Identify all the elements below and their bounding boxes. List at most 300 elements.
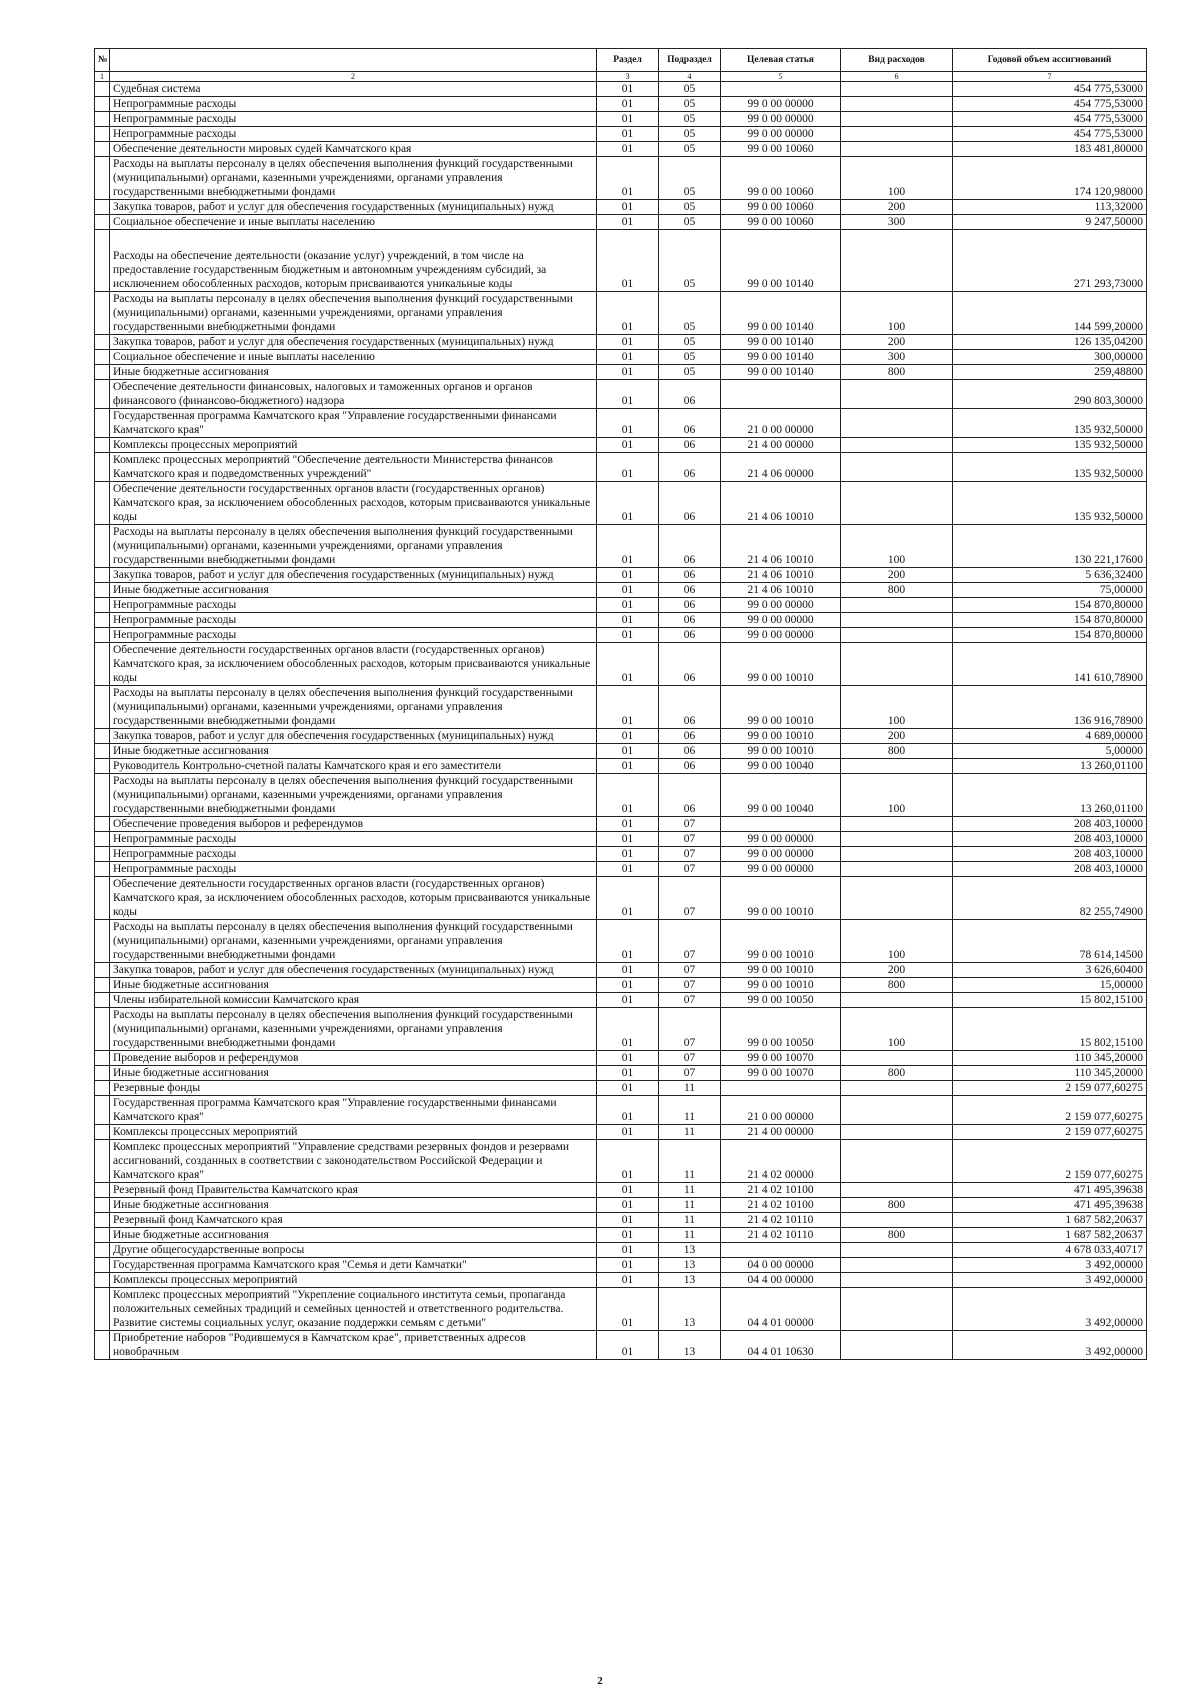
row-number-cell [95, 643, 110, 686]
row-target-cell: 99 0 00 10010 [721, 920, 841, 963]
row-vid-cell [841, 1051, 953, 1066]
row-number-cell [95, 1213, 110, 1228]
table-row [95, 1213, 1147, 1228]
row-razdel-cell: 01 [597, 628, 659, 643]
row-target-cell: 99 0 00 10050 [721, 1008, 841, 1051]
row-number-cell [95, 1066, 110, 1081]
row-number-cell [95, 583, 110, 598]
row-name-cell: Комплексы процессных мероприятий [110, 438, 597, 453]
row-sum-cell: 454 775,53000 [953, 112, 1147, 127]
column-index-row [95, 72, 1147, 82]
table-row [95, 847, 1147, 862]
row-number-cell [95, 862, 110, 877]
row-number-cell [95, 686, 110, 729]
row-sum-cell: 3 626,60400 [953, 963, 1147, 978]
row-razdel-cell: 01 [597, 744, 659, 759]
row-target-cell: 99 0 00 10010 [721, 978, 841, 993]
row-target-cell: 99 0 00 10010 [721, 686, 841, 729]
row-number-cell [95, 1183, 110, 1198]
table-row [95, 1081, 1147, 1096]
row-sum-cell: 135 932,50000 [953, 453, 1147, 482]
table-row [95, 963, 1147, 978]
row-sum-cell: 9 247,50000 [953, 215, 1147, 230]
row-target-cell: 99 0 00 10010 [721, 744, 841, 759]
row-vid-cell [841, 409, 953, 438]
row-target-cell: 99 0 00 00000 [721, 127, 841, 142]
row-sum-cell: 454 775,53000 [953, 97, 1147, 112]
table-row [95, 142, 1147, 157]
row-target-cell [721, 380, 841, 409]
row-number-cell [95, 409, 110, 438]
index-cell: 4 [659, 72, 721, 82]
table-row [95, 482, 1147, 525]
row-name-cell: Иные бюджетные ассигнования [110, 583, 597, 598]
row-razdel-cell: 01 [597, 1273, 659, 1288]
row-sum-cell: 174 120,98000 [953, 157, 1147, 200]
table-row [95, 920, 1147, 963]
row-name-cell: Расходы на выплаты персоналу в целях обеспечения выполнения функций государственными (муниципальными) органами, казенными учреждениями, органами управления государственными внебюджетными фондами [110, 686, 597, 729]
row-podrazdel-cell: 06 [659, 643, 721, 686]
row-number-cell [95, 877, 110, 920]
row-name-cell: Члены избирательной комиссии Камчатского края [110, 993, 597, 1008]
table-row [95, 1288, 1147, 1331]
header-sum: Годовой объем ассигнований [953, 49, 1147, 72]
row-number-cell [95, 112, 110, 127]
row-razdel-cell: 01 [597, 365, 659, 380]
row-vid-cell: 300 [841, 350, 953, 365]
row-target-cell: 21 4 06 00000 [721, 453, 841, 482]
row-razdel-cell: 01 [597, 978, 659, 993]
row-name-cell: Закупка товаров, работ и услуг для обеспечения государственных (муниципальных) нужд [110, 963, 597, 978]
row-vid-cell [841, 380, 953, 409]
row-razdel-cell: 01 [597, 453, 659, 482]
table-row [95, 380, 1147, 409]
table-row [95, 1273, 1147, 1288]
row-vid-cell: 100 [841, 525, 953, 568]
row-razdel-cell: 01 [597, 82, 659, 97]
row-podrazdel-cell: 11 [659, 1081, 721, 1096]
row-name-cell: Закупка товаров, работ и услуг для обеспечения государственных (муниципальных) нужд [110, 729, 597, 744]
row-number-cell [95, 482, 110, 525]
row-vid-cell [841, 847, 953, 862]
row-podrazdel-cell: 05 [659, 97, 721, 112]
table-row [95, 1125, 1147, 1140]
row-podrazdel-cell: 07 [659, 832, 721, 847]
row-podrazdel-cell: 11 [659, 1140, 721, 1183]
row-podrazdel-cell: 13 [659, 1288, 721, 1331]
row-sum-cell: 208 403,10000 [953, 817, 1147, 832]
table-row [95, 862, 1147, 877]
row-name-cell: Иные бюджетные ассигнования [110, 1198, 597, 1213]
row-podrazdel-cell: 06 [659, 628, 721, 643]
row-target-cell: 21 4 06 10010 [721, 482, 841, 525]
row-sum-cell: 1 687 582,20637 [953, 1228, 1147, 1243]
row-vid-cell: 800 [841, 1198, 953, 1213]
row-podrazdel-cell: 11 [659, 1213, 721, 1228]
row-sum-cell: 3 492,00000 [953, 1273, 1147, 1288]
index-cell: 6 [841, 72, 953, 82]
row-vid-cell: 800 [841, 1066, 953, 1081]
row-name-cell: Непрограммные расходы [110, 613, 597, 628]
row-podrazdel-cell: 13 [659, 1331, 721, 1360]
row-number-cell [95, 744, 110, 759]
row-vid-cell [841, 97, 953, 112]
header-podrazdel: Подраздел [659, 49, 721, 72]
table-row [95, 1183, 1147, 1198]
row-razdel-cell: 01 [597, 127, 659, 142]
row-number-cell [95, 292, 110, 335]
row-razdel-cell: 01 [597, 613, 659, 628]
row-podrazdel-cell: 05 [659, 127, 721, 142]
table-row [95, 1096, 1147, 1125]
table-row [95, 1066, 1147, 1081]
row-vid-cell: 800 [841, 365, 953, 380]
row-vid-cell: 100 [841, 920, 953, 963]
row-razdel-cell: 01 [597, 1258, 659, 1273]
row-vid-cell: 200 [841, 729, 953, 744]
row-sum-cell: 130 221,17600 [953, 525, 1147, 568]
row-razdel-cell: 01 [597, 97, 659, 112]
row-razdel-cell: 01 [597, 215, 659, 230]
row-target-cell [721, 82, 841, 97]
row-number-cell [95, 993, 110, 1008]
row-name-cell: Непрограммные расходы [110, 628, 597, 643]
row-podrazdel-cell: 11 [659, 1198, 721, 1213]
row-sum-cell: 2 159 077,60275 [953, 1081, 1147, 1096]
row-target-cell: 99 0 00 10140 [721, 230, 841, 292]
row-name-cell: Иные бюджетные ассигнования [110, 1066, 597, 1081]
row-name-cell: Закупка товаров, работ и услуг для обеспечения государственных (муниципальных) нужд [110, 335, 597, 350]
row-podrazdel-cell: 05 [659, 157, 721, 200]
row-razdel-cell: 01 [597, 1140, 659, 1183]
row-sum-cell: 136 916,78900 [953, 686, 1147, 729]
row-number-cell [95, 230, 110, 292]
row-razdel-cell: 01 [597, 335, 659, 350]
row-razdel-cell: 01 [597, 993, 659, 1008]
row-razdel-cell: 01 [597, 686, 659, 729]
table-row [95, 127, 1147, 142]
row-podrazdel-cell: 05 [659, 82, 721, 97]
header-name [110, 49, 597, 72]
row-target-cell: 04 4 01 00000 [721, 1288, 841, 1331]
row-name-cell: Обеспечение деятельности мировых судей Камчатского края [110, 142, 597, 157]
row-podrazdel-cell: 11 [659, 1183, 721, 1198]
row-target-cell: 21 4 02 10110 [721, 1213, 841, 1228]
row-name-cell: Расходы на выплаты персоналу в целях обеспечения выполнения функций государственными (муниципальными) органами, казенными учреждениями, органами управления государственными внебюджетными фондами [110, 292, 597, 335]
row-sum-cell: 259,48800 [953, 365, 1147, 380]
row-target-cell [721, 1243, 841, 1258]
row-name-cell: Расходы на выплаты персоналу в целях обеспечения выполнения функций государственными (муниципальными) органами, казенными учреждениями, органами управления государственными внебюджетными фондами [110, 774, 597, 817]
index-cell: 1 [95, 72, 110, 82]
row-vid-cell [841, 453, 953, 482]
row-name-cell: Непрограммные расходы [110, 862, 597, 877]
row-number-cell [95, 920, 110, 963]
table-row [95, 759, 1147, 774]
row-number-cell [95, 525, 110, 568]
row-sum-cell: 135 932,50000 [953, 482, 1147, 525]
row-target-cell: 99 0 00 00000 [721, 847, 841, 862]
row-podrazdel-cell: 07 [659, 1051, 721, 1066]
row-podrazdel-cell: 05 [659, 200, 721, 215]
row-target-cell: 99 0 00 10140 [721, 365, 841, 380]
table-row [95, 774, 1147, 817]
row-razdel-cell: 01 [597, 525, 659, 568]
row-number-cell [95, 774, 110, 817]
row-sum-cell: 13 260,01100 [953, 759, 1147, 774]
row-sum-cell: 454 775,53000 [953, 127, 1147, 142]
row-vid-cell: 100 [841, 157, 953, 200]
table-row [95, 1140, 1147, 1183]
row-razdel-cell: 01 [597, 1228, 659, 1243]
row-sum-cell: 1 687 582,20637 [953, 1213, 1147, 1228]
row-razdel-cell: 01 [597, 142, 659, 157]
row-target-cell: 21 4 02 10100 [721, 1183, 841, 1198]
row-number-cell [95, 365, 110, 380]
row-name-cell: Резервные фонды [110, 1081, 597, 1096]
row-podrazdel-cell: 13 [659, 1258, 721, 1273]
budget-table [94, 48, 1147, 1360]
row-name-cell: Непрограммные расходы [110, 832, 597, 847]
row-sum-cell: 154 870,80000 [953, 613, 1147, 628]
row-sum-cell: 154 870,80000 [953, 628, 1147, 643]
row-sum-cell: 471 495,39638 [953, 1183, 1147, 1198]
row-sum-cell: 2 159 077,60275 [953, 1140, 1147, 1183]
row-number-cell [95, 142, 110, 157]
row-podrazdel-cell: 13 [659, 1273, 721, 1288]
row-target-cell: 21 0 00 00000 [721, 409, 841, 438]
header-num: № [95, 49, 110, 72]
row-razdel-cell: 01 [597, 598, 659, 613]
row-target-cell: 99 0 00 10010 [721, 963, 841, 978]
table-row [95, 350, 1147, 365]
header-vid: Вид расходов [841, 49, 953, 72]
row-name-cell: Обеспечение деятельности государственных органов власти (государственных органов) Камчатского края, за исключением обособленных расходов, которым присваиваются уникальные коды [110, 482, 597, 525]
row-name-cell: Комплекс процессных мероприятий "Управление средствами резервных фондов и резервами ассигнований, созданных в соответствии с законодательством Российской Федерации и Камчатского края" [110, 1140, 597, 1183]
row-vid-cell: 100 [841, 686, 953, 729]
row-vid-cell [841, 230, 953, 292]
row-name-cell: Социальное обеспечение и иные выплаты населению [110, 215, 597, 230]
row-razdel-cell: 01 [597, 862, 659, 877]
row-vid-cell [841, 82, 953, 97]
row-number-cell [95, 978, 110, 993]
table-row [95, 409, 1147, 438]
row-sum-cell: 110 345,20000 [953, 1051, 1147, 1066]
row-number-cell [95, 598, 110, 613]
row-vid-cell [841, 993, 953, 1008]
table-row [95, 877, 1147, 920]
row-number-cell [95, 568, 110, 583]
row-sum-cell: 5,00000 [953, 744, 1147, 759]
row-podrazdel-cell: 07 [659, 877, 721, 920]
row-podrazdel-cell: 06 [659, 409, 721, 438]
table-row [95, 686, 1147, 729]
row-name-cell: Резервный фонд Правительства Камчатского края [110, 1183, 597, 1198]
row-podrazdel-cell: 07 [659, 993, 721, 1008]
table-row [95, 1331, 1147, 1360]
row-target-cell: 21 4 00 00000 [721, 1125, 841, 1140]
row-number-cell [95, 1125, 110, 1140]
row-vid-cell [841, 613, 953, 628]
row-target-cell [721, 1081, 841, 1096]
row-podrazdel-cell: 06 [659, 744, 721, 759]
row-razdel-cell: 01 [597, 877, 659, 920]
row-name-cell: Приобретение наборов "Родившемуся в Камчатском крае", приветственных адресов новобрачным [110, 1331, 597, 1360]
row-vid-cell [841, 817, 953, 832]
row-name-cell: Закупка товаров, работ и услуг для обеспечения государственных (муниципальных) нужд [110, 568, 597, 583]
row-number-cell [95, 1228, 110, 1243]
row-podrazdel-cell: 07 [659, 978, 721, 993]
row-razdel-cell: 01 [597, 350, 659, 365]
table-row [95, 365, 1147, 380]
row-number-cell [95, 1273, 110, 1288]
table-row [95, 525, 1147, 568]
row-razdel-cell: 01 [597, 1331, 659, 1360]
table-row [95, 1258, 1147, 1273]
row-target-cell: 21 4 02 10110 [721, 1228, 841, 1243]
table-row [95, 643, 1147, 686]
row-sum-cell: 300,00000 [953, 350, 1147, 365]
row-vid-cell [841, 112, 953, 127]
row-target-cell: 99 0 00 10060 [721, 215, 841, 230]
row-razdel-cell: 01 [597, 1243, 659, 1258]
table-row [95, 583, 1147, 598]
row-vid-cell [841, 1258, 953, 1273]
row-name-cell: Обеспечение деятельности финансовых, налоговых и таможенных органов и органов финансового (финансово-бюджетного) надзора [110, 380, 597, 409]
row-name-cell: Комплекс процессных мероприятий "Обеспечение деятельности Министерства финансов Камчатского края и подведомственных учреждений" [110, 453, 597, 482]
row-name-cell: Руководитель Контрольно-счетной палаты Камчатского края и его заместители [110, 759, 597, 774]
row-vid-cell [841, 877, 953, 920]
row-vid-cell [841, 1140, 953, 1183]
row-razdel-cell: 01 [597, 1183, 659, 1198]
row-podrazdel-cell: 06 [659, 482, 721, 525]
row-target-cell: 99 0 00 00000 [721, 832, 841, 847]
row-razdel-cell: 01 [597, 963, 659, 978]
row-target-cell: 99 0 00 10050 [721, 993, 841, 1008]
row-podrazdel-cell: 06 [659, 453, 721, 482]
row-sum-cell: 454 775,53000 [953, 82, 1147, 97]
row-podrazdel-cell: 05 [659, 230, 721, 292]
row-sum-cell: 110 345,20000 [953, 1066, 1147, 1081]
row-razdel-cell: 01 [597, 643, 659, 686]
row-podrazdel-cell: 07 [659, 847, 721, 862]
row-name-cell: Социальное обеспечение и иные выплаты населению [110, 350, 597, 365]
row-razdel-cell: 01 [597, 409, 659, 438]
row-podrazdel-cell: 11 [659, 1125, 721, 1140]
row-sum-cell: 135 932,50000 [953, 409, 1147, 438]
row-razdel-cell: 01 [597, 920, 659, 963]
page-number: 2 [597, 1675, 603, 1687]
row-vid-cell: 100 [841, 292, 953, 335]
table-row [95, 230, 1147, 292]
row-target-cell: 21 4 06 10010 [721, 568, 841, 583]
row-vid-cell: 300 [841, 215, 953, 230]
row-number-cell [95, 350, 110, 365]
row-podrazdel-cell: 05 [659, 335, 721, 350]
row-name-cell: Непрограммные расходы [110, 97, 597, 112]
row-name-cell: Расходы на выплаты персоналу в целях обеспечения выполнения функций государственными (муниципальными) органами, казенными учреждениями, органами управления государственными внебюджетными фондами [110, 920, 597, 963]
row-razdel-cell: 01 [597, 292, 659, 335]
row-sum-cell: 2 159 077,60275 [953, 1125, 1147, 1140]
row-podrazdel-cell: 07 [659, 862, 721, 877]
table-row [95, 200, 1147, 215]
row-sum-cell: 208 403,10000 [953, 847, 1147, 862]
row-number-cell [95, 1331, 110, 1360]
row-target-cell: 99 0 00 10010 [721, 877, 841, 920]
row-target-cell: 99 0 00 00000 [721, 112, 841, 127]
row-razdel-cell: 01 [597, 568, 659, 583]
row-razdel-cell: 01 [597, 200, 659, 215]
row-razdel-cell: 01 [597, 1096, 659, 1125]
row-number-cell [95, 1008, 110, 1051]
table-body [95, 82, 1147, 1360]
row-number-cell [95, 1051, 110, 1066]
row-razdel-cell: 01 [597, 1008, 659, 1051]
row-podrazdel-cell: 05 [659, 112, 721, 127]
row-razdel-cell: 01 [597, 817, 659, 832]
row-name-cell: Иные бюджетные ассигнования [110, 365, 597, 380]
row-razdel-cell: 01 [597, 759, 659, 774]
row-vid-cell: 200 [841, 963, 953, 978]
row-podrazdel-cell: 07 [659, 963, 721, 978]
row-number-cell [95, 817, 110, 832]
row-razdel-cell: 01 [597, 774, 659, 817]
row-name-cell: Иные бюджетные ассигнования [110, 1228, 597, 1243]
table-row [95, 1198, 1147, 1213]
row-target-cell: 99 0 00 00000 [721, 862, 841, 877]
row-number-cell [95, 1096, 110, 1125]
row-vid-cell: 800 [841, 978, 953, 993]
row-sum-cell: 82 255,74900 [953, 877, 1147, 920]
row-name-cell: Комплекс процессных мероприятий "Укрепление социального института семьи, пропаганда положительных семейных традиций и семейных ценностей и ответственного родительства. Развитие системы социальных услуг, оказание поддержки семьям с детьми" [110, 1288, 597, 1331]
row-vid-cell [841, 142, 953, 157]
row-razdel-cell: 01 [597, 230, 659, 292]
row-name-cell: Комплексы процессных мероприятий [110, 1273, 597, 1288]
row-podrazdel-cell: 07 [659, 1066, 721, 1081]
row-target-cell: 99 0 00 10040 [721, 774, 841, 817]
row-name-cell: Расходы на выплаты персоналу в целях обеспечения выполнения функций государственными (муниципальными) органами, казенными учреждениями, органами управления государственными внебюджетными фондами [110, 1008, 597, 1051]
row-target-cell: 99 0 00 10140 [721, 335, 841, 350]
table-row [95, 744, 1147, 759]
row-vid-cell [841, 628, 953, 643]
row-name-cell: Обеспечение деятельности государственных органов власти (государственных органов) Камчатского края, за исключением обособленных расходов, которым присваиваются уникальные коды [110, 643, 597, 686]
row-razdel-cell: 01 [597, 1198, 659, 1213]
table-row [95, 598, 1147, 613]
row-name-cell: Иные бюджетные ассигнования [110, 744, 597, 759]
row-target-cell: 99 0 00 00000 [721, 97, 841, 112]
row-target-cell: 99 0 00 10060 [721, 200, 841, 215]
row-podrazdel-cell: 06 [659, 774, 721, 817]
row-number-cell [95, 380, 110, 409]
row-podrazdel-cell: 05 [659, 292, 721, 335]
row-number-cell [95, 127, 110, 142]
row-razdel-cell: 01 [597, 1125, 659, 1140]
row-podrazdel-cell: 06 [659, 686, 721, 729]
row-podrazdel-cell: 06 [659, 598, 721, 613]
row-sum-cell: 290 803,30000 [953, 380, 1147, 409]
row-sum-cell: 208 403,10000 [953, 832, 1147, 847]
row-number-cell [95, 1140, 110, 1183]
row-target-cell: 21 4 00 00000 [721, 438, 841, 453]
table-row [95, 438, 1147, 453]
row-vid-cell [841, 1081, 953, 1096]
row-number-cell [95, 613, 110, 628]
row-podrazdel-cell: 06 [659, 568, 721, 583]
row-razdel-cell: 01 [597, 157, 659, 200]
row-vid-cell: 100 [841, 774, 953, 817]
row-sum-cell: 3 492,00000 [953, 1331, 1147, 1360]
row-vid-cell: 200 [841, 568, 953, 583]
row-razdel-cell: 01 [597, 832, 659, 847]
